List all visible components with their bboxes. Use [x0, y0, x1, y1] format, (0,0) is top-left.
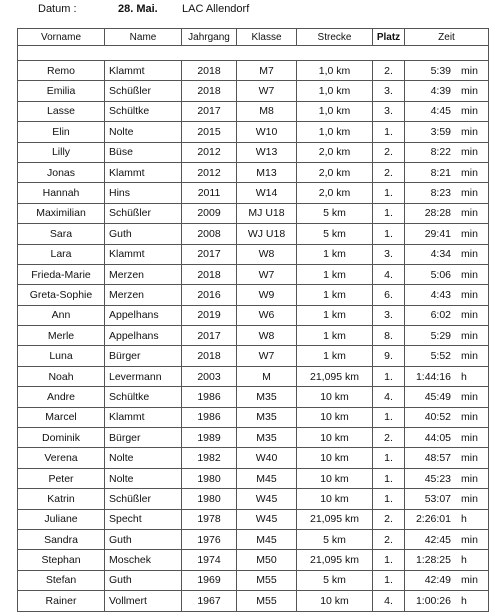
distance-cell: 5 km [297, 570, 373, 590]
class-cell: W10 [237, 122, 297, 142]
distance-cell: 10 km [297, 489, 373, 509]
event-date: 28. Mai. [118, 3, 158, 15]
first-name-cell: Emilia [18, 81, 105, 101]
place-cell: 1. [373, 203, 405, 223]
distance-cell: 1 km [297, 285, 373, 305]
time-cell [405, 591, 489, 611]
time-cell [405, 122, 489, 142]
time-unit: h [461, 554, 467, 567]
first-name-cell: Verena [18, 448, 105, 468]
time-value: 5:06 [430, 268, 451, 281]
year-cell: 2008 [182, 224, 237, 244]
time-unit: min [461, 248, 478, 261]
last-name-cell: Guth [105, 570, 182, 590]
first-name-cell: Frieda-Marie [18, 264, 105, 284]
distance-cell: 5 km [297, 203, 373, 223]
distance-cell: 1,0 km [297, 81, 373, 101]
time-value: 1:00:26 [415, 594, 451, 607]
first-name-cell: Jonas [18, 162, 105, 182]
time-value: 45:23 [424, 472, 451, 485]
time-value: 4:43 [430, 288, 451, 301]
last-name-cell: Bürger [105, 346, 182, 366]
column-header-last-name: Name [105, 29, 182, 46]
first-name-cell: Dominik [18, 428, 105, 448]
time-unit: min [461, 207, 478, 220]
time-unit: min [461, 125, 478, 138]
place-cell: 2. [373, 142, 405, 162]
last-name-cell: Klammt [105, 244, 182, 264]
distance-cell: 1 km [297, 326, 373, 346]
time-value: 4:34 [430, 248, 451, 261]
first-name-cell: Greta-Sophie [18, 285, 105, 305]
first-name-cell: Lasse [18, 101, 105, 121]
time-value: 8:21 [430, 166, 451, 179]
last-name-cell: Appelhans [105, 326, 182, 346]
distance-cell: 5 km [297, 224, 373, 244]
distance-cell: 1 km [297, 264, 373, 284]
last-name-cell: Levermann [105, 366, 182, 386]
time-unit: min [461, 574, 478, 587]
distance-cell: 2,0 km [297, 142, 373, 162]
class-cell: W40 [237, 448, 297, 468]
time-value: 4:45 [430, 105, 451, 118]
time-value: 3:59 [430, 125, 451, 138]
class-cell: M13 [237, 162, 297, 182]
time-unit: h [461, 594, 467, 607]
class-cell: M55 [237, 570, 297, 590]
first-name-cell: Peter [18, 468, 105, 488]
class-cell: MJ U18 [237, 203, 297, 223]
time-unit: min [461, 146, 478, 159]
first-name-cell: Marcel [18, 407, 105, 427]
class-cell: M50 [237, 550, 297, 570]
year-cell: 1978 [182, 509, 237, 529]
place-cell: 3. [373, 101, 405, 121]
first-name-cell: Sara [18, 224, 105, 244]
distance-cell: 1,0 km [297, 61, 373, 81]
last-name-cell: Vollmert [105, 591, 182, 611]
column-header-distance: Strecke [297, 29, 373, 46]
time-cell [405, 468, 489, 488]
place-cell: 2. [373, 162, 405, 182]
time-unit: h [461, 513, 467, 526]
time-cell [405, 101, 489, 121]
last-name-cell: Schüßler [105, 489, 182, 509]
distance-cell: 1 km [297, 346, 373, 366]
time-cell [405, 142, 489, 162]
time-cell [405, 61, 489, 81]
distance-cell: 1,0 km [297, 101, 373, 121]
class-cell: W6 [237, 305, 297, 325]
year-cell: 1967 [182, 591, 237, 611]
time-cell [405, 529, 489, 549]
last-name-cell: Appelhans [105, 305, 182, 325]
distance-cell: 2,0 km [297, 162, 373, 182]
year-cell: 1986 [182, 407, 237, 427]
table-row [18, 407, 489, 427]
year-cell: 1989 [182, 428, 237, 448]
time-value: 53:07 [424, 492, 451, 505]
first-name-cell: Sandra [18, 529, 105, 549]
results-body [18, 46, 489, 612]
time-unit: min [461, 288, 478, 301]
first-name-cell: Luna [18, 346, 105, 366]
distance-cell: 10 km [297, 468, 373, 488]
table-row [18, 203, 489, 223]
last-name-cell: Guth [105, 224, 182, 244]
class-cell: M [237, 366, 297, 386]
year-cell: 1974 [182, 550, 237, 570]
place-cell: 1. [373, 570, 405, 590]
time-unit: min [461, 411, 478, 424]
distance-cell: 10 km [297, 428, 373, 448]
place-cell: 2. [373, 529, 405, 549]
year-cell: 1980 [182, 489, 237, 509]
table-row [18, 264, 489, 284]
last-name-cell: Bürger [105, 428, 182, 448]
distance-cell: 21,095 km [297, 509, 373, 529]
time-value: 42:49 [424, 574, 451, 587]
class-cell: W8 [237, 326, 297, 346]
first-name-cell: Remo [18, 61, 105, 81]
last-name-cell: Guth [105, 529, 182, 549]
place-cell: 1. [373, 489, 405, 509]
table-row [18, 285, 489, 305]
table-row [18, 448, 489, 468]
first-name-cell: Katrin [18, 489, 105, 509]
distance-cell: 5 km [297, 529, 373, 549]
year-cell: 1986 [182, 387, 237, 407]
time-value: 8:23 [430, 187, 451, 200]
club-name: LAC Allendorf [182, 3, 250, 15]
place-cell: 4. [373, 591, 405, 611]
place-cell: 9. [373, 346, 405, 366]
time-cell [405, 285, 489, 305]
last-name-cell: Schültke [105, 101, 182, 121]
distance-cell: 10 km [297, 591, 373, 611]
time-unit: min [461, 85, 478, 98]
first-name-cell: Lara [18, 244, 105, 264]
class-cell: M35 [237, 428, 297, 448]
table-row [18, 428, 489, 448]
time-cell [405, 203, 489, 223]
time-unit: min [461, 452, 478, 465]
table-row [18, 81, 489, 101]
time-cell [405, 326, 489, 346]
last-name-cell: Specht [105, 509, 182, 529]
class-cell: M45 [237, 468, 297, 488]
year-cell: 2019 [182, 305, 237, 325]
time-cell [405, 305, 489, 325]
time-unit: min [461, 268, 478, 281]
time-cell [405, 489, 489, 509]
time-value: 6:02 [430, 309, 451, 322]
place-cell: 8. [373, 326, 405, 346]
place-cell: 3. [373, 81, 405, 101]
year-cell: 1969 [182, 570, 237, 590]
time-cell [405, 387, 489, 407]
class-cell: M35 [237, 387, 297, 407]
class-cell: M55 [237, 591, 297, 611]
time-value: 5:52 [430, 350, 451, 363]
time-unit: min [461, 390, 478, 403]
time-unit: min [461, 329, 478, 342]
year-cell: 2018 [182, 61, 237, 81]
table-row [18, 366, 489, 386]
table-row [18, 162, 489, 182]
time-cell [405, 428, 489, 448]
table-row [18, 591, 489, 611]
time-unit: min [461, 472, 478, 485]
first-name-cell: Rainer [18, 591, 105, 611]
last-name-cell: Klammt [105, 407, 182, 427]
class-cell: M45 [237, 529, 297, 549]
distance-cell: 1 km [297, 305, 373, 325]
last-name-cell: Nolte [105, 122, 182, 142]
place-cell: 1. [373, 448, 405, 468]
time-unit: min [461, 431, 478, 444]
year-cell: 2018 [182, 346, 237, 366]
year-cell: 1980 [182, 468, 237, 488]
year-cell: 2017 [182, 326, 237, 346]
table-row [18, 570, 489, 590]
place-cell: 2. [373, 509, 405, 529]
last-name-cell: Moschek [105, 550, 182, 570]
time-cell [405, 509, 489, 529]
table-row [18, 550, 489, 570]
year-cell: 2009 [182, 203, 237, 223]
distance-cell: 10 km [297, 407, 373, 427]
last-name-cell: Nolte [105, 468, 182, 488]
table-row [18, 468, 489, 488]
time-cell [405, 550, 489, 570]
place-cell: 1. [373, 183, 405, 203]
time-value: 2:26:01 [415, 513, 451, 526]
class-cell: M35 [237, 407, 297, 427]
first-name-cell: Merle [18, 326, 105, 346]
place-cell: 2. [373, 428, 405, 448]
table-row [18, 244, 489, 264]
table-row [18, 387, 489, 407]
time-value: 5:39 [430, 64, 451, 77]
first-name-cell: Elin [18, 122, 105, 142]
table-row [18, 529, 489, 549]
distance-cell: 21,095 km [297, 366, 373, 386]
column-header-class: Klasse [237, 29, 297, 46]
year-cell: 2012 [182, 162, 237, 182]
time-value: 44:05 [424, 431, 451, 444]
time-cell [405, 570, 489, 590]
place-cell: 6. [373, 285, 405, 305]
class-cell: W45 [237, 509, 297, 529]
last-name-cell: Klammt [105, 162, 182, 182]
time-cell [405, 81, 489, 101]
class-cell: W7 [237, 346, 297, 366]
distance-cell: 21,095 km [297, 550, 373, 570]
first-name-cell: Ann [18, 305, 105, 325]
place-cell: 3. [373, 305, 405, 325]
time-value: 40:52 [424, 411, 451, 424]
last-name-cell: Merzen [105, 285, 182, 305]
time-cell [405, 183, 489, 203]
class-cell: M7 [237, 61, 297, 81]
year-cell: 2017 [182, 244, 237, 264]
year-cell: 2016 [182, 285, 237, 305]
date-label: Datum : [38, 3, 77, 15]
last-name-cell: Nolte [105, 448, 182, 468]
time-unit: min [461, 533, 478, 546]
time-unit: min [461, 227, 478, 240]
distance-cell: 10 km [297, 448, 373, 468]
last-name-cell: Merzen [105, 264, 182, 284]
first-name-cell: Juliane [18, 509, 105, 529]
year-cell: 1982 [182, 448, 237, 468]
time-value: 1:28:25 [415, 554, 451, 567]
class-cell: WJ U18 [237, 224, 297, 244]
place-cell: 1. [373, 122, 405, 142]
distance-cell: 1,0 km [297, 122, 373, 142]
table-row [18, 61, 489, 81]
year-cell: 2011 [182, 183, 237, 203]
last-name-cell: Hins [105, 183, 182, 203]
table-row [18, 183, 489, 203]
last-name-cell: Büse [105, 142, 182, 162]
time-value: 29:41 [424, 227, 451, 240]
first-name-cell: Noah [18, 366, 105, 386]
place-cell: 1. [373, 366, 405, 386]
time-cell [405, 407, 489, 427]
distance-cell: 2,0 km [297, 183, 373, 203]
table-row [18, 122, 489, 142]
time-cell [405, 264, 489, 284]
class-cell: W45 [237, 489, 297, 509]
first-name-cell: Andre [18, 387, 105, 407]
time-unit: min [461, 350, 478, 363]
first-name-cell: Hannah [18, 183, 105, 203]
table-row [18, 101, 489, 121]
time-cell [405, 162, 489, 182]
class-cell: W7 [237, 264, 297, 284]
time-unit: min [461, 492, 478, 505]
table-row [18, 326, 489, 346]
column-header-place: Platz [373, 29, 405, 46]
last-name-cell: Schüßler [105, 203, 182, 223]
class-cell: M8 [237, 101, 297, 121]
year-cell: 2012 [182, 142, 237, 162]
last-name-cell: Klammt [105, 61, 182, 81]
column-header-time: Zeit [405, 29, 489, 46]
place-cell: 1. [373, 468, 405, 488]
time-value: 5:29 [430, 329, 451, 342]
time-cell [405, 366, 489, 386]
table-row [18, 142, 489, 162]
last-name-cell: Schüßler [105, 81, 182, 101]
time-cell [405, 224, 489, 244]
table-row [18, 489, 489, 509]
time-value: 28:28 [424, 207, 451, 220]
class-cell: W8 [237, 244, 297, 264]
place-cell: 1. [373, 224, 405, 244]
first-name-cell: Maximilian [18, 203, 105, 223]
year-cell: 2015 [182, 122, 237, 142]
column-header-year: Jahrgang [182, 29, 237, 46]
last-name-cell: Schültke [105, 387, 182, 407]
distance-cell: 10 km [297, 387, 373, 407]
time-unit: min [461, 187, 478, 200]
time-value: 1:44:16 [415, 370, 451, 383]
year-cell: 2003 [182, 366, 237, 386]
time-cell [405, 346, 489, 366]
place-cell: 4. [373, 264, 405, 284]
class-cell: W14 [237, 183, 297, 203]
place-cell: 1. [373, 550, 405, 570]
time-cell [405, 448, 489, 468]
first-name-cell: Lilly [18, 142, 105, 162]
time-cell [405, 244, 489, 264]
time-unit: min [461, 64, 478, 77]
year-cell: 2018 [182, 81, 237, 101]
time-unit: min [461, 105, 478, 118]
place-cell: 4. [373, 387, 405, 407]
place-cell: 3. [373, 244, 405, 264]
results-table [17, 28, 489, 612]
time-value: 48:57 [424, 452, 451, 465]
first-name-cell: Stefan [18, 570, 105, 590]
place-cell: 1. [373, 407, 405, 427]
class-cell: W9 [237, 285, 297, 305]
year-cell: 2017 [182, 101, 237, 121]
time-unit: min [461, 309, 478, 322]
first-name-cell: Stephan [18, 550, 105, 570]
time-unit: h [461, 370, 467, 383]
time-value: 4:39 [430, 85, 451, 98]
table-row [18, 509, 489, 529]
place-cell: 2. [373, 61, 405, 81]
document-header [0, 3, 500, 19]
time-value: 45:49 [424, 390, 451, 403]
year-cell: 1976 [182, 529, 237, 549]
time-value: 8:22 [430, 146, 451, 159]
column-header-first-name: Vorname [18, 29, 105, 46]
time-unit: min [461, 166, 478, 179]
time-value: 42:45 [424, 533, 451, 546]
class-cell: W7 [237, 81, 297, 101]
header-row [18, 29, 489, 46]
year-cell: 2018 [182, 264, 237, 284]
spacer-row [18, 46, 489, 61]
distance-cell: 1 km [297, 244, 373, 264]
table-row [18, 346, 489, 366]
table-row [18, 305, 489, 325]
table-row [18, 224, 489, 244]
class-cell: W13 [237, 142, 297, 162]
